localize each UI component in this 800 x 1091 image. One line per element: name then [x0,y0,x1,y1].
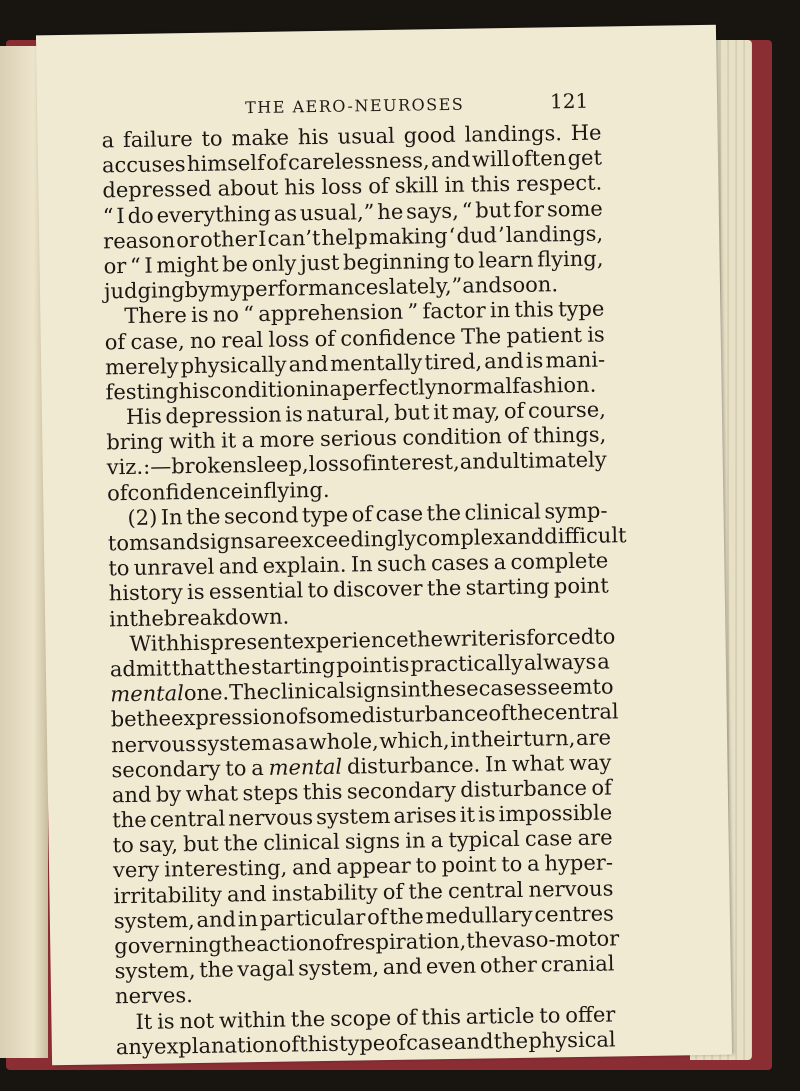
text-line: toms and signs are exceedingly complex and difficult [107,523,627,556]
text-line: It is not within the scope of this article to offer [135,1001,616,1034]
text-line: mental one. The clinical signs in these cases seem to [110,674,614,707]
text-line: secondary to a mental disturbance. In what way [111,750,612,782]
running-head [37,87,717,128]
text-line: depressed about his loss of skill in this respect. [102,170,603,203]
text-line: be the expression of some disturbance of the central [110,699,619,732]
text-line: There is no “ apprehension ” factor in this type [124,296,605,329]
page-number: 121 [549,88,589,114]
text-line: the central nervous system arises it is impossible [112,800,613,833]
text-line: to unravel and explain. In such cases a complete [108,548,609,581]
text-line: very interesting, and appear to point to a hyper- [112,850,614,883]
text-line: judging by my performances lately,” and so on. [103,272,559,304]
text-line: to say, but the clinical signs in a typical case are [112,825,613,858]
text-line: (2) In the second type of case the clinical symp- [127,498,608,530]
text-line: festing his condition in a perfectly normal fashion. [105,372,597,405]
text-line: irritability and instability of the central nervous [113,876,614,908]
running-head-title: THE AERO-NEUROSES [244,94,465,118]
text-line: system, the vagal system, and even other cranial [114,951,615,984]
text-line: nerves. [114,983,193,1009]
text-line: of confidence in flying. [106,477,330,505]
text-line: With his present experience the writer is forced to [129,624,616,656]
text-line: admit that the starting point is practically always a [109,649,611,682]
text-line: nervous system as a whole, which, in their turn, are [110,724,612,757]
text-line: history is essential to discover the starting point [108,573,609,606]
text-line: any explanation of this type of case and the physical [115,1027,616,1060]
text-line: His depression is natural, but it may, of course, [125,397,607,430]
text-line: or “ I might be only just beginning to learn flying, [103,246,604,279]
text-line: bring with it a more serious condition of things, [106,422,607,455]
text-line: viz. :—broken sleep, loss of interest, and ultimately [106,447,607,480]
text-line: and by what steps this secondary disturbance of [111,775,612,808]
text-line: reason or other I can’t help making ‘ dud ’ landings, [103,221,604,254]
text-line: accuses himself of carelessness, and will often get [101,145,603,178]
text-line: system, and in particular of the medullary centres [113,901,615,934]
body-text [101,120,627,1061]
book-page [36,25,732,1066]
text-line: merely physically and mentally tired, and is mani- [104,347,606,380]
text-line: governing the action of respiration, the vaso-motor [114,926,620,959]
text-line: in the breakdown. [108,604,290,631]
text-line: of case, no real loss of confidence The patient is [104,322,605,354]
text-line: “ I do everything as usual,” he says, “ but for some [102,196,603,228]
text-line: a failure to make his usual good landings. He [101,120,602,153]
